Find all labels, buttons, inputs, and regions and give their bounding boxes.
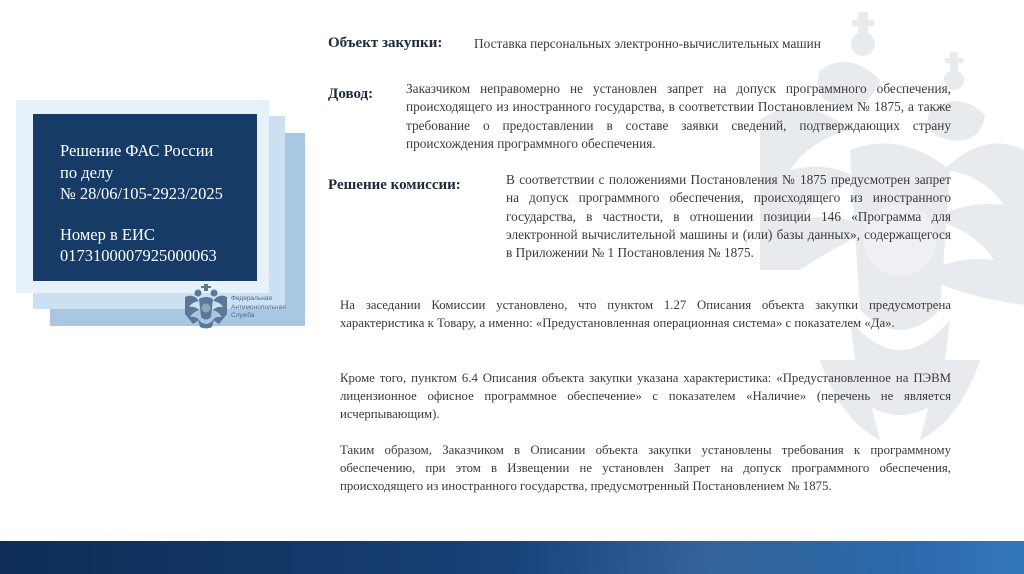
object-label: Объект закупки: (328, 35, 443, 51)
card-eis-label: Номер в ЕИС (60, 224, 155, 244)
logo-line-3: Служба (231, 312, 255, 319)
decision-label: Решение комиссии: (328, 177, 461, 193)
body-paragraph-3: Таким образом, Заказчиком в Описании объекта закупки установлены требования к программному обеспечению, при этом в Извещении не установлен Запрет на допуск программного обеспечения, происходящего из иностранного государства, предусмотренный Постановлением № 1875. (340, 443, 951, 493)
decision-text: В соответствии с положениями Постановления № 1875 предусмотрен запрет на допуск программного обеспечения, происходящего из иностранного государства, в частности, в отношении позиции 146 «Программа для электронной вычислительной машины и (или) базы данных», содержащегося в Приложении № 1 Постановления № 1875. (506, 172, 951, 261)
card-case-label: по делу (60, 162, 114, 182)
footer-band (0, 541, 1024, 574)
argument-label: Довод: (328, 86, 374, 102)
body-paragraph-2: Кроме того, пунктом 6.4 Описания объекта закупки указана характеристика: «Предустановленное на ПЭВМ лицензионное офисное программное обеспечение» с показателем «Наличие» (перечень не является исчерпывающим). (340, 371, 951, 421)
logo-line-1: Федеральная (231, 295, 272, 302)
fas-eagle-icon (183, 283, 229, 329)
body-paragraph-1: На заседании Комиссии установлено, что пунктом 1.27 Описания объекта закупки предусмотрена характеристика к Товару, а именно: «Предустановленная операционная система» с показателем «Да». (340, 298, 951, 330)
argument-text: Заказчиком неправомерно не установлен запрет на допуск программного обеспечения, происходящего из иностранного государства, в соответствии Постановлением № 1875, а также требование о предоставлении в составе заявки сведений, подтверждающих страну происхождения программного обеспечения. (406, 81, 951, 151)
fas-logo (183, 283, 303, 331)
card-eis-number: 0173100007925000063 (60, 246, 217, 265)
card-case-number: № 28/06/105-2923/2025 (60, 184, 223, 203)
object-value: Поставка персональных электронно-вычислительных машин (474, 36, 821, 51)
decision-card (33, 114, 257, 281)
logo-line-2: Антимонопольная (231, 303, 286, 311)
footer-highlight (520, 541, 900, 574)
card-title: Решение ФАС России (60, 141, 214, 160)
